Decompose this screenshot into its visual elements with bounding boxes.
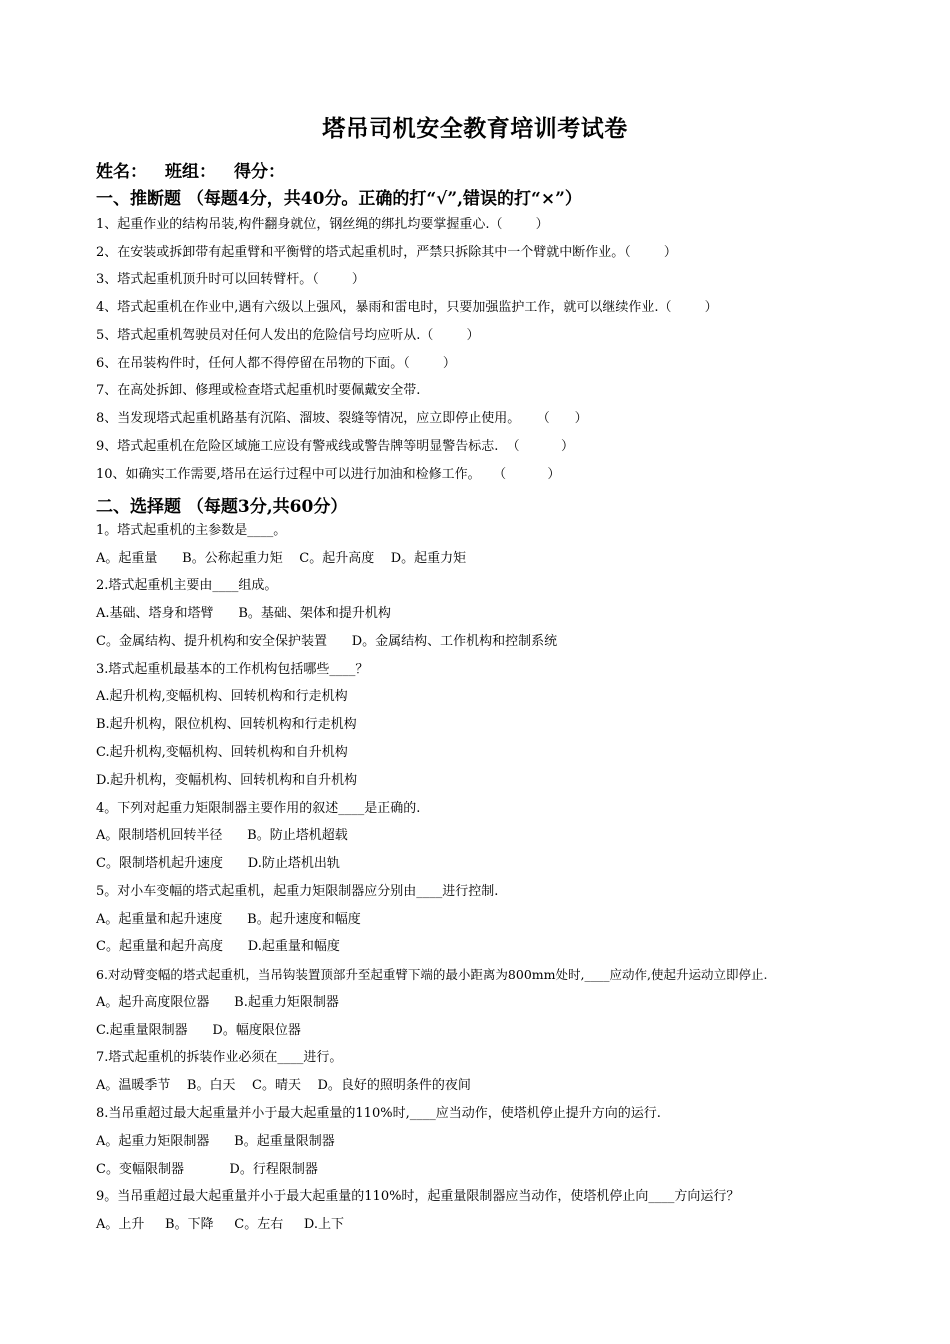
- choice-line: A。起重力矩限制器 B。起重量限制器: [96, 1134, 335, 1149]
- choice-line: C。限制塔机起升速度 D.防止塔机出轨: [96, 856, 340, 871]
- choice-line: A。上升 B。下降 C。左右 D.上下: [96, 1217, 344, 1232]
- section1-heading: 一、推断题 （每题4分，共40分。正确的打“√”,错误的打“×”）: [96, 189, 582, 209]
- choice-line: C.起重量限制器 D。幅度限位器: [96, 1023, 301, 1038]
- judgment-item: 7、在高处拆卸、修理或检查塔式起重机时要佩戴安全带.: [96, 383, 421, 398]
- choice-line: A。起重量和起升速度 B。起升速度和幅度: [96, 912, 361, 927]
- judgment-item: 1、起重作业的结构吊装,构件翻身就位，钢丝绳的绑扎均要掌握重心.（ ）: [96, 217, 549, 232]
- choice-line: 4。下列对起重力矩限制器主要作用的叙述____是正确的.: [96, 801, 421, 816]
- choice-line: 6.对动臂变幅的塔式起重机，当吊钩装置顶部升至起重臂下端的最小距离为800mm处时,____应动作,使起升运动立即停止.: [96, 967, 768, 982]
- choice-line: A。限制塔机回转半径 B。防止塔机超载: [96, 828, 348, 843]
- section2-heading: 二、选择题 （每题3分,共60分）: [96, 497, 348, 517]
- choice-line: 3.塔式起重机最基本的工作机构包括哪些____？: [96, 662, 369, 677]
- group-label: 班组：: [165, 162, 216, 182]
- choice-line: 8.当吊重超过最大起重量并小于最大起重量的110%时,____应当动作，使塔机停止提升方向的运行.: [96, 1106, 661, 1121]
- choice-line: 9。当吊重超过最大起重量并小于最大起重量的110%时，起重量限制器应当动作，使塔机停止向____方向运行？: [96, 1189, 740, 1204]
- page-title: 塔吊司机安全教育培训考试卷: [322, 115, 628, 142]
- choice-line: C。起重量和起升高度 D.起重量和幅度: [96, 939, 340, 954]
- choice-line: 2.塔式起重机主要由____组成。: [96, 578, 278, 593]
- choice-line: C。金属结构、提升机构和安全保护装置 D。金属结构、工作机构和控制系统: [96, 634, 558, 649]
- choice-line: A.基础、塔身和塔臂 B。基础、架体和提升机构: [96, 606, 391, 621]
- choice-line: C.起升机构,变幅机构、回转机构和自升机构: [96, 745, 348, 760]
- choice-line: D.起升机构，变幅机构、回转机构和自升机构: [96, 773, 358, 788]
- judgment-item: 8、当发现塔式起重机路基有沉陷、溜坡、裂缝等情况，应立即停止使用。 （ ）: [96, 411, 588, 426]
- judgment-item: 4、塔式起重机在作业中,遇有六级以上强风，暴雨和雷电时，只要加强监护工作，就可以继续作业.（ ）: [96, 300, 718, 315]
- judgment-item: 2、在安装或拆卸带有起重臂和平衡臂的塔式起重机时，严禁只拆除其中一个臂就中断作业。（ ）: [96, 245, 677, 260]
- choice-line: 5。对小车变幅的塔式起重机，起重力矩限制器应分别由____进行控制.: [96, 884, 499, 899]
- choice-line: A。温暖季节 B。白天 C。晴天 D。良好的照明条件的夜间: [96, 1078, 471, 1093]
- choice-line: A.起升机构,变幅机构、回转机构和行走机构: [96, 689, 348, 704]
- student-info-row: [96, 157, 303, 182]
- choice-line: C。变幅限制器 D。行程限制器: [96, 1162, 318, 1177]
- choice-line: B.起升机构，限位机构、回转机构和行走机构: [96, 717, 357, 732]
- judgment-item: 6、在吊装构件时，任何人都不得停留在吊物的下面。（ ）: [96, 356, 456, 371]
- judgment-item: 5、塔式起重机驾驶员对任何人发出的危险信号均应听从.（ ）: [96, 328, 480, 343]
- judgment-item: 3、塔式起重机顶升时可以回转臂杆。（ ）: [96, 272, 365, 287]
- judgment-item: 10、如确实工作需要,塔吊在运行过程中可以进行加油和检修工作。 （ ）: [96, 467, 561, 482]
- choice-line: 1。塔式起重机的主参数是____。: [96, 523, 287, 538]
- choice-line: 7.塔式起重机的拆装作业必须在____进行。: [96, 1050, 343, 1065]
- name-label: 姓名：: [96, 162, 147, 182]
- choice-line: A。起重量 B。公称起重力矩 C。起升高度 D。起重力矩: [96, 551, 467, 566]
- judgment-item: 9、塔式起重机在危险区域施工应设有警戒线或警告牌等明显警告标志. （ ）: [96, 439, 574, 454]
- choice-line: A。起升高度限位器 B.起重力矩限制器: [96, 995, 339, 1010]
- score-label: 得分：: [234, 162, 285, 182]
